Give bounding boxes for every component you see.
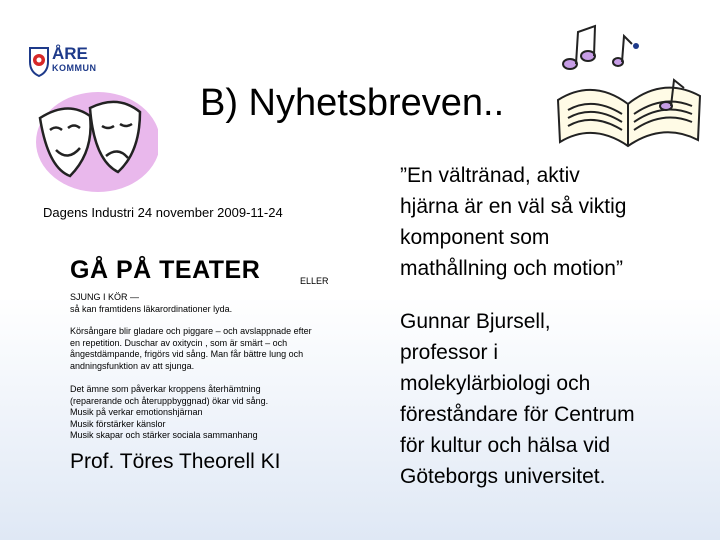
article-headline: GÅ PÅ TEATER [70, 256, 261, 284]
logo-subtext: KOMMUN [52, 63, 97, 73]
paragraph-line: ångestdämpande, frigörs vid sång. Man får bättre lung och [70, 349, 304, 359]
logo-text: ÅRE [52, 44, 88, 63]
paragraph-line: Körsångare blir gladare och piggare – och avslappnade efter [70, 326, 312, 336]
paragraph-line: andningsfunktion av att sjunga. [70, 360, 195, 371]
music-book-icon [548, 18, 708, 158]
quote-line: hjärna är en väl så viktig [400, 195, 627, 218]
bio-line: professor i [400, 341, 499, 364]
article-source: Dagens Industri 24 november 2009-11-24 [43, 205, 283, 220]
bio-line: molekylärbiologi och [400, 372, 591, 395]
article-author: Prof. Töres Theorell KI [70, 450, 281, 473]
slide-title: B) Nyhetsbreven.. [200, 82, 505, 124]
bio-line: föreståndare för Centrum [400, 403, 635, 426]
quote-line: ”En vältränad, aktiv [400, 164, 580, 187]
shield-icon [30, 48, 48, 76]
list-item: (reparerande och återuppbyggnad) ökar vid sång. [70, 395, 269, 406]
article-list [70, 384, 268, 442]
quote-block [400, 160, 626, 284]
bio-line: Göteborgs universitet. [400, 465, 606, 488]
paragraph-line: en repetition. Duschar av oxitycin , som är smärt – och [70, 337, 288, 348]
bio-line: för kultur och hälsa vid [400, 434, 611, 457]
list-item: Musik förstärker känslor [70, 418, 166, 429]
bio-block [400, 306, 635, 492]
headline-suffix: ELLER [300, 276, 329, 286]
list-item: Musik på verkar emotionshjärnan [70, 407, 203, 417]
theatre-masks-icon [28, 90, 158, 200]
quote-line: komponent som [400, 226, 550, 249]
article-intro [70, 292, 232, 315]
article-paragraph [70, 326, 312, 372]
quote-line: mathållning och motion” [400, 257, 623, 280]
bio-line: Gunnar Bjursell, [400, 310, 551, 333]
list-item: Det ämne som påverkar kroppens återhämtning [70, 384, 261, 394]
list-item: Musik skapar och stärker sociala sammanhang [70, 430, 258, 440]
intro-line: så kan framtidens läkarordinationer lyda. [70, 303, 233, 314]
intro-line: SJUNG I KÖR — [70, 292, 140, 302]
